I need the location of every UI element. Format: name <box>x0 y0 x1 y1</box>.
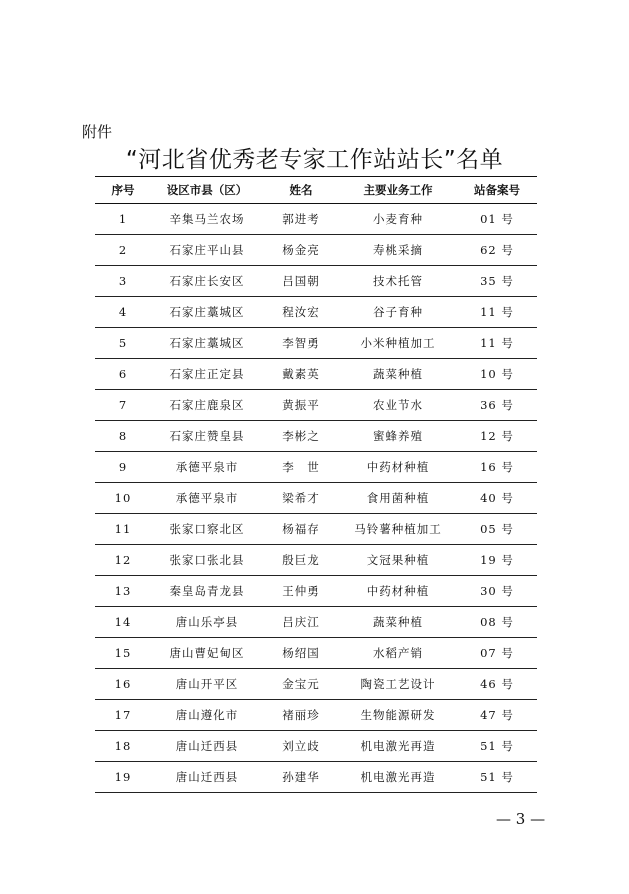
row-region: 唐山乐亭县 <box>151 607 263 638</box>
row-record-no: 01 号 <box>457 204 537 235</box>
row-region: 石家庄平山县 <box>151 235 263 266</box>
row-record-no: 35 号 <box>457 266 537 297</box>
row-index: 10 <box>95 483 151 514</box>
row-name: 郭进考 <box>263 204 339 235</box>
row-work: 小麦育种 <box>339 204 457 235</box>
row-record-no: 30 号 <box>457 576 537 607</box>
row-record-no: 10 号 <box>457 359 537 390</box>
row-work: 谷子育种 <box>339 297 457 328</box>
table-row <box>95 390 537 421</box>
row-region: 张家口察北区 <box>151 514 263 545</box>
table-row <box>95 483 537 514</box>
row-region: 石家庄鹿泉区 <box>151 390 263 421</box>
row-name: 杨金亮 <box>263 235 339 266</box>
table-row <box>95 204 537 235</box>
row-region: 石家庄长安区 <box>151 266 263 297</box>
row-index: 7 <box>95 390 151 421</box>
row-region: 唐山迁西县 <box>151 731 263 762</box>
column-header-index: 序号 <box>95 177 151 204</box>
row-index: 12 <box>95 545 151 576</box>
row-index: 3 <box>95 266 151 297</box>
row-name: 吕国朝 <box>263 266 339 297</box>
row-work: 中药材种植 <box>339 452 457 483</box>
row-index: 2 <box>95 235 151 266</box>
row-name: 刘立歧 <box>263 731 339 762</box>
row-name: 程汝宏 <box>263 297 339 328</box>
row-work: 蔬菜种植 <box>339 359 457 390</box>
row-name: 金宝元 <box>263 669 339 700</box>
row-region: 石家庄藁城区 <box>151 297 263 328</box>
row-name: 李彬之 <box>263 421 339 452</box>
row-work: 技术托管 <box>339 266 457 297</box>
row-record-no: 51 号 <box>457 762 537 793</box>
row-region: 张家口张北县 <box>151 545 263 576</box>
row-name: 殷巨龙 <box>263 545 339 576</box>
row-name: 杨福存 <box>263 514 339 545</box>
row-index: 8 <box>95 421 151 452</box>
row-region: 石家庄正定县 <box>151 359 263 390</box>
row-index: 16 <box>95 669 151 700</box>
row-name: 李智勇 <box>263 328 339 359</box>
row-work: 生物能源研发 <box>339 700 457 731</box>
row-name: 梁希才 <box>263 483 339 514</box>
table-row <box>95 359 537 390</box>
row-name: 戴素英 <box>263 359 339 390</box>
row-index: 17 <box>95 700 151 731</box>
row-work: 小米种植加工 <box>339 328 457 359</box>
row-name: 李 世 <box>263 452 339 483</box>
row-record-no: 11 号 <box>457 297 537 328</box>
row-region: 唐山遵化市 <box>151 700 263 731</box>
row-work: 中药材种植 <box>339 576 457 607</box>
row-name: 王仲勇 <box>263 576 339 607</box>
attachment-label: 附件 <box>82 123 113 141</box>
row-region: 承德平泉市 <box>151 452 263 483</box>
page-number: — 3 — <box>496 810 546 828</box>
table-row <box>95 266 537 297</box>
row-index: 9 <box>95 452 151 483</box>
row-index: 5 <box>95 328 151 359</box>
station-chief-table <box>95 176 537 793</box>
table-row <box>95 669 537 700</box>
row-record-no: 19 号 <box>457 545 537 576</box>
row-work: 寿桃采摘 <box>339 235 457 266</box>
row-region: 唐山曹妃甸区 <box>151 638 263 669</box>
row-work: 蜜蜂养殖 <box>339 421 457 452</box>
table-row <box>95 328 537 359</box>
row-record-no: 11 号 <box>457 328 537 359</box>
row-record-no: 51 号 <box>457 731 537 762</box>
row-region: 辛集马兰农场 <box>151 204 263 235</box>
row-record-no: 40 号 <box>457 483 537 514</box>
row-work: 蔬菜种植 <box>339 607 457 638</box>
table-header-row <box>95 177 537 204</box>
column-header-name: 姓名 <box>263 177 339 204</box>
row-work: 机电激光再造 <box>339 762 457 793</box>
row-region: 石家庄赞皇县 <box>151 421 263 452</box>
row-index: 18 <box>95 731 151 762</box>
table-row <box>95 421 537 452</box>
row-index: 6 <box>95 359 151 390</box>
row-name: 杨绍国 <box>263 638 339 669</box>
row-name: 吕庆江 <box>263 607 339 638</box>
table-row <box>95 545 537 576</box>
row-record-no: 07 号 <box>457 638 537 669</box>
row-index: 4 <box>95 297 151 328</box>
row-work: 食用菌种植 <box>339 483 457 514</box>
table-row <box>95 731 537 762</box>
row-index: 15 <box>95 638 151 669</box>
row-work: 文冠果种植 <box>339 545 457 576</box>
column-header-work: 主要业务工作 <box>339 177 457 204</box>
table-row <box>95 576 537 607</box>
row-record-no: 12 号 <box>457 421 537 452</box>
row-work: 机电激光再造 <box>339 731 457 762</box>
column-header-region: 设区市县（区） <box>151 177 263 204</box>
row-region: 唐山迁西县 <box>151 762 263 793</box>
row-name: 褚丽珍 <box>263 700 339 731</box>
table-row <box>95 235 537 266</box>
table-row <box>95 452 537 483</box>
row-record-no: 47 号 <box>457 700 537 731</box>
column-header-record-no: 站备案号 <box>457 177 537 204</box>
row-index: 19 <box>95 762 151 793</box>
table-row <box>95 297 537 328</box>
row-record-no: 16 号 <box>457 452 537 483</box>
row-work: 水稻产销 <box>339 638 457 669</box>
row-index: 11 <box>95 514 151 545</box>
row-work: 马铃薯种植加工 <box>339 514 457 545</box>
row-record-no: 36 号 <box>457 390 537 421</box>
table-row <box>95 514 537 545</box>
document-title: “河北省优秀老专家工作站站长”名单 <box>125 147 504 173</box>
row-index: 14 <box>95 607 151 638</box>
row-record-no: 05 号 <box>457 514 537 545</box>
table-row <box>95 638 537 669</box>
row-region: 唐山开平区 <box>151 669 263 700</box>
row-name: 孙建华 <box>263 762 339 793</box>
row-region: 承德平泉市 <box>151 483 263 514</box>
table-body <box>95 204 537 793</box>
row-region: 石家庄藁城区 <box>151 328 263 359</box>
row-record-no: 46 号 <box>457 669 537 700</box>
table-row <box>95 607 537 638</box>
table-row <box>95 762 537 793</box>
row-index: 1 <box>95 204 151 235</box>
row-index: 13 <box>95 576 151 607</box>
row-name: 黄振平 <box>263 390 339 421</box>
row-record-no: 62 号 <box>457 235 537 266</box>
row-record-no: 08 号 <box>457 607 537 638</box>
row-work: 农业节水 <box>339 390 457 421</box>
table-row <box>95 700 537 731</box>
row-work: 陶瓷工艺设计 <box>339 669 457 700</box>
row-region: 秦皇岛青龙县 <box>151 576 263 607</box>
